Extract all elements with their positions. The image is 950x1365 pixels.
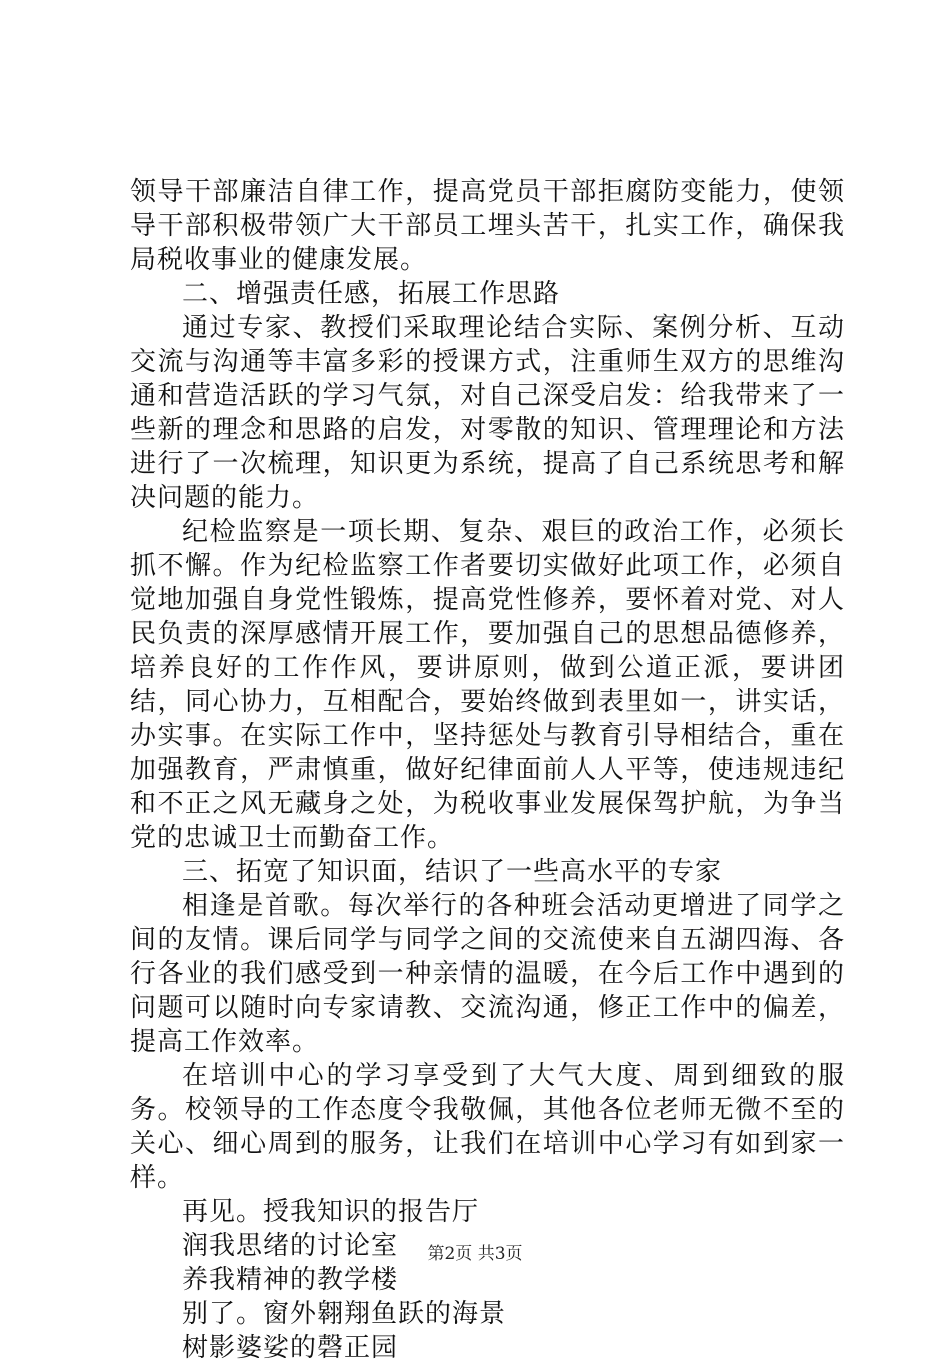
- paragraph: 相逢是首歌。每次举行的各种班会活动更增进了同学之间的友情。课后同学与同学之间的交流使来自五湖四海、各行各业的我们感受到一种亲情的温暖，在今后工作中遇到的问题可以随时向专家请教、交流沟通，修正工作中的偏差，提高工作效率。: [130, 891, 845, 1057]
- poem-line: 别了。窗外翱翔鱼跃的海景: [182, 1299, 507, 1329]
- page-footer: 第2页 共3页: [427, 1244, 523, 1264]
- poem-line: 润我思绪的讨论室: [182, 1231, 399, 1261]
- paragraph: 在培训中心的学习享受到了大气大度、周到细致的服务。校领导的工作态度令我敬佩，其他各位老师无微不至的关心、细心周到的服务，让我们在培训中心学习有如到家一样。: [130, 1061, 845, 1193]
- section-heading-3: 三、拓宽了知识面，结识了一些高水平的专家: [182, 857, 723, 887]
- poem-line: 养我精神的教学楼: [182, 1265, 399, 1295]
- paragraph-continued: 领导干部廉洁自律工作，提高党员干部拒腐防变能力，使领导干部积极带领广大干部员工埋头苦干，扎实工作，确保我局税收事业的健康发展。: [130, 177, 845, 275]
- poem-line: 树影婆娑的磬正园: [182, 1333, 399, 1363]
- poem-line: 再见。授我知识的报告厅: [182, 1197, 480, 1227]
- document-body: [130, 175, 845, 1365]
- section-heading-2: 二、增强责任感，拓展工作思路: [182, 279, 561, 309]
- paragraph: 通过专家、教授们采取理论结合实际、案例分析、互动交流与沟通等丰富多彩的授课方式，注重师生双方的思维沟通和营造活跃的学习气氛，对自己深受启发：给我带来了一些新的理念和思路的启发，对零散的知识、管理理论和方法进行了一次梳理，知识更为系统，提高了自己系统思考和解决问题的能力。: [130, 313, 845, 513]
- paragraph: 纪检监察是一项长期、复杂、艰巨的政治工作，必须长抓不懈。作为纪检监察工作者要切实做好此项工作，必须自觉地加强自身党性锻炼，提高党性修养，要怀着对党、对人民负责的深厚感情开展工作，要加强自己的思想品德修养，培养良好的工作作风，要讲原则，做到公道正派，要讲团结，同心协力，互相配合，要始终做到表里如一，讲实话，办实事。在实际工作中，坚持惩处与教育引导相结合，重在加强教育，严肃慎重，做好纪律面前人人平等，使违规违纪和不正之风无藏身之处，为税收事业发展保驾护航，为争当党的忠诚卫士而勤奋工作。: [130, 517, 845, 853]
